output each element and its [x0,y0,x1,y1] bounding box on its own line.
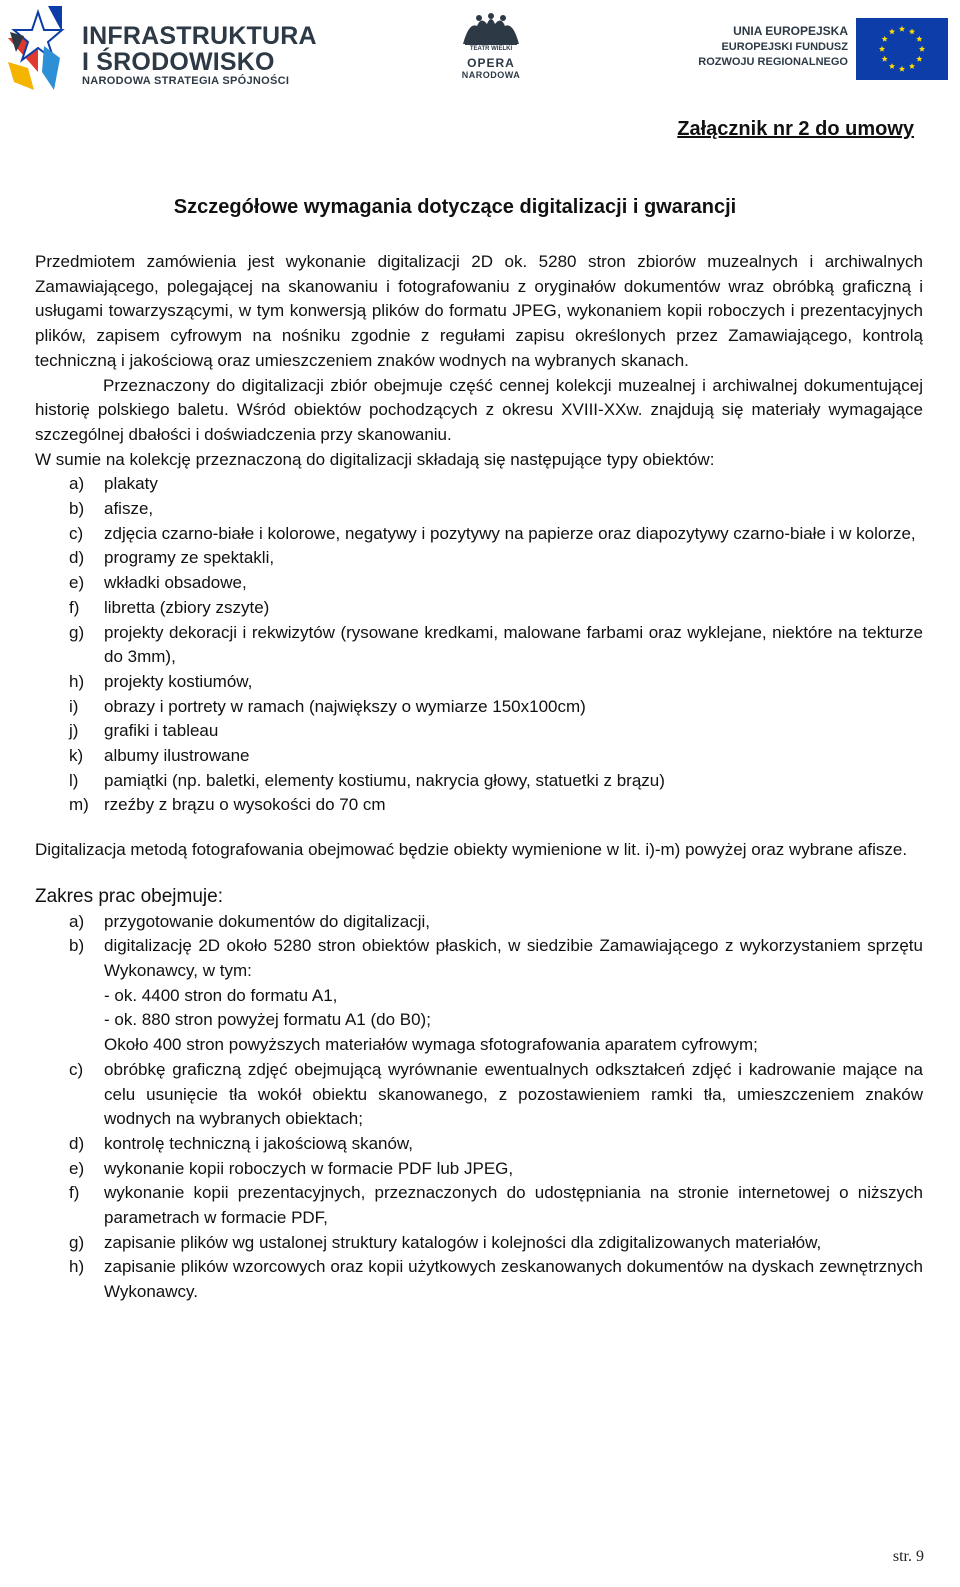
list-item [35,621,923,670]
list-marker: h) [69,671,85,691]
opera-logo [455,12,527,84]
star-emblem-icon [4,2,80,94]
logo-left-line2: I ŚRODOWISKO [82,48,275,76]
list-item-text: albumy ilustrowane [104,746,250,766]
list-marker: a) [69,911,85,931]
list-item [35,1157,923,1182]
list-marker: f) [69,1183,80,1203]
list-marker: k) [69,746,84,766]
document-title: Szczegółowe wymagania dotyczące digitalizacji i gwarancji [173,196,737,218]
list-marker: h) [69,1257,85,1277]
annex-title: Załącznik nr 2 do umowy [677,118,914,140]
list-item [35,571,923,596]
list-item [35,719,923,744]
list-item-text: libretta (zbiory zszyte) [104,597,270,617]
list-item-text: programy ze spektakli, [104,548,275,568]
list-item-text: digitalizację 2D około 5280 stron obiektów płaskich, w siedzibie Zamawiającego z wykorzystaniem sprzętu Wykonawcy, w tym: [104,936,923,980]
list-marker: i) [69,696,79,716]
list-marker: m) [69,795,89,815]
list-marker: e) [69,573,85,593]
logo-left-line1: INFRASTRUKTURA [82,22,317,50]
list-marker: b) [69,499,85,519]
list-item [35,910,923,935]
scope-list [35,910,923,1305]
logo-left-line3: NARODOWA STRATEGIA SPÓJNOŚCI [82,75,290,87]
eu-logo [690,18,952,80]
list-item-text: projekty dekoracji i rekwizytów (rysowane kredkami, malowane farbami oraz wyklejane, niektóre na tekturze do 3mm), [104,622,923,667]
list-item [35,1181,923,1230]
list-item [35,522,923,547]
list-item-text: wykonanie kopii roboczych w formacie PDF lub JPEG, [104,1158,514,1178]
list-marker: j) [69,721,79,741]
list-marker: c) [69,1059,84,1079]
object-types-intro: W sumie na kolekcję przeznaczoną do digitalizacji składają się następujące typy obiektów: [35,449,715,469]
list-item-text: zdjęcia czarno-białe i kolorowe, negatywy i pozytywy na papierze oraz diapozytywy czarno-białe i w kolorze, [104,523,916,543]
list-item-text: kontrolę techniczną i jakościową skanów, [104,1133,413,1153]
list-item-text: przygotowanie dokumentów do digitalizacji, [104,911,431,931]
list-item [35,670,923,695]
list-marker: l) [69,770,79,790]
opera-logo-line1: TEATR WIELKI [469,46,513,52]
list-marker: c) [69,523,84,543]
list-item [35,497,923,522]
collection-paragraph: Przeznaczony do digitalizacji zbiór obejmuje część cennej kolekcji muzealnej i archiwalnej dokumentującej historię polskiego baletu. Wśród obiektów pochodzących z okresu XVIII-XXw. znajdują się materiały wymagające szczególnej dbałości i doświadczenia przy skanowaniu. [35,375,923,444]
opera-logo-line2: OPERA [467,56,515,70]
list-item-text: zapisanie plików wg ustalonej struktury katalogów i kolejności dla zdigitalizowanych materiałów, [104,1232,822,1252]
eu-logo-line3: ROZWOJU REGIONALNEGO [698,56,848,68]
eu-logo-line2: EUROPEJSKI FUNDUSZ [721,41,848,53]
list-item [35,472,923,497]
sub-item: - ok. 4400 stron do formatu A1, [104,985,338,1005]
spacer [35,863,923,885]
list-item-text: wkładki obsadowe, [104,573,247,593]
list-item-text: afisze, [104,499,154,519]
object-types-list [35,472,923,818]
list-marker: g) [69,1232,85,1252]
list-marker: b) [69,936,85,956]
dancers-emblem-icon [455,12,527,46]
list-item [35,1132,923,1157]
list-item-text: plakaty [104,474,158,494]
list-item-text: grafiki i tableau [104,721,219,741]
list-marker: f) [69,597,80,617]
sub-note: Około 400 stron powyższych materiałów wymaga sfotografowania aparatem cyfrowym; [104,1035,758,1055]
list-marker: d) [69,1133,85,1153]
spacer [35,818,923,838]
list-item-text: obróbkę graficzną zdjęć obejmującą wyrównanie ewentualnych odkształceń zdjęć i kadrowanie mające na celu usunięcie tła wokół obiektu skanowanego, z pozostawieniem ramki tła, umieszczeniem znaków wodnych na wybranych obiektach; [104,1059,923,1129]
list-item [35,934,923,1058]
list-marker: d) [69,548,85,568]
list-item [35,1255,923,1304]
list-item-text: pamiątki (np. baletki, elementy kostiumu, nakrycia głowy, statuetki z brązu) [104,770,665,790]
list-item-text: wykonanie kopii prezentacyjnych, przeznaczonych do udostępniania na stronie internetowej o niższych parametrach w formacie PDF, [104,1183,923,1228]
eu-flag-icon [856,18,948,80]
list-item [35,546,923,571]
list-marker: a) [69,474,85,494]
list-item [35,695,923,720]
list-item [35,1231,923,1256]
list-marker: g) [69,622,85,642]
list-item-text: rzeźby z brązu o wysokości do 70 cm [104,795,386,815]
list-item [35,596,923,621]
list-item-text: obrazy i portrety w ramach (największy o wymiarze 150x100cm) [104,696,586,716]
page-number: str. 9 [892,1548,924,1565]
intro-paragraph: Przedmiotem zamówienia jest wykonanie digitalizacji 2D ok. 5280 stron zbiorów muzealnych i archiwalnych Zamawiającego, polegającej na skanowaniu i fotografowaniu z oryginałów dokumentów wraz obróbką graficzną i usługami towarzyszącymi, w tym konwersją plików do formatu JPEG, wykonaniem kopii roboczych i prezentacyjnych plików, zapisem cyfrowym na nośniku zgodnie z regułami zapisu określonych przez Zamawiającego, kontrolą techniczną i jakościową oraz umieszczeniem znaków wodnych na wybranych skanach. [35,252,923,370]
list-item [35,1058,923,1132]
list-item-text: projekty kostiumów, [104,671,253,691]
list-marker: e) [69,1158,85,1178]
infrastruktura-logo [4,2,317,94]
document-body [35,250,923,1305]
scope-heading: Zakres prac obejmuje: [35,885,223,907]
opera-logo-line3: NARODOWA [461,70,521,80]
eu-logo-line1: UNIA EUROPEJSKA [733,24,848,38]
list-item-text: zapisanie plików wzorcowych oraz kopii użytkowych zeskanowanych dokumentów na dyskach zewnętrznych Wykonawcy. [104,1257,923,1302]
list-item [35,769,923,794]
sub-item: - ok. 880 stron powyżej formatu A1 (do B0); [104,1010,431,1030]
list-item [35,744,923,769]
photo-note: Digitalizacja metodą fotografowania obejmować będzie obiekty wymienione w lit. i)-m) powyżej oraz wybrane afisze. [35,840,908,860]
list-item [35,793,923,818]
